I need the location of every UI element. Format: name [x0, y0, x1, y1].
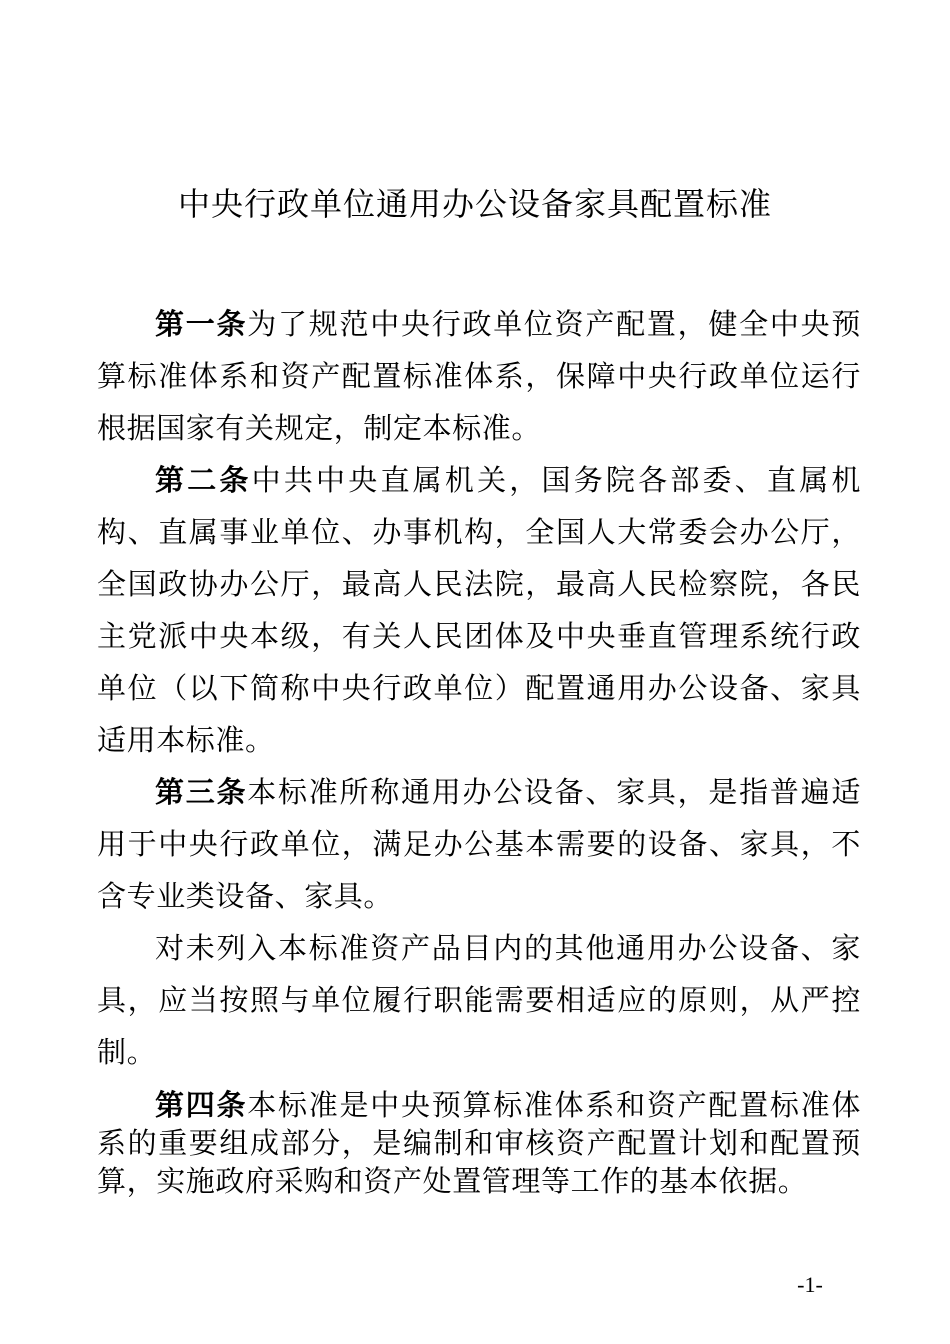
article-3-supplement	[97, 922, 861, 1078]
document-body	[97, 298, 861, 1200]
article-number: 第一条	[155, 307, 248, 341]
page-number: -1-	[797, 1272, 823, 1297]
article-text: 对未列入本标准资产品目内的其他通用办公设备、家具，应当按照与单位履行职能需要相适应的原则，从严控制。	[97, 931, 861, 1069]
article-number: 第二条	[155, 463, 252, 497]
article-3	[97, 766, 861, 922]
article-text: 本标准是中央预算标准体系和资产配置标准体系的重要组成部分，是编制和审核资产配置计划和配置预算，实施政府采购和资产处置管理等工作的基本依据。	[97, 1088, 861, 1198]
article-text: 中共中央直属机关，国务院各部委、直属机构、直属事业单位、办事机构，全国人大常委会办公厅，全国政协办公厅，最高人民法院，最高人民检察院，各民主党派中央本级，有关人民团体及中央垂直管理系统行政单位（以下简称中央行政单位）配置通用办公设备、家具适用本标准。	[97, 463, 861, 757]
article-number: 第三条	[155, 775, 248, 809]
article-text: 本标准所称通用办公设备、家具，是指普遍适用于中央行政单位，满足办公基本需要的设备、家具，不含专业类设备、家具。	[97, 775, 861, 913]
article-2	[97, 454, 861, 766]
article-1	[97, 298, 861, 454]
article-text: 为了规范中央行政单位资产配置，健全中央预算标准体系和资产配置标准体系，保障中央行政单位运行根据国家有关规定，制定本标准。	[97, 307, 861, 445]
article-number: 第四条	[155, 1088, 248, 1122]
article-4	[97, 1086, 861, 1200]
document-title: 中央行政单位通用办公设备家具配置标准	[177, 185, 772, 223]
